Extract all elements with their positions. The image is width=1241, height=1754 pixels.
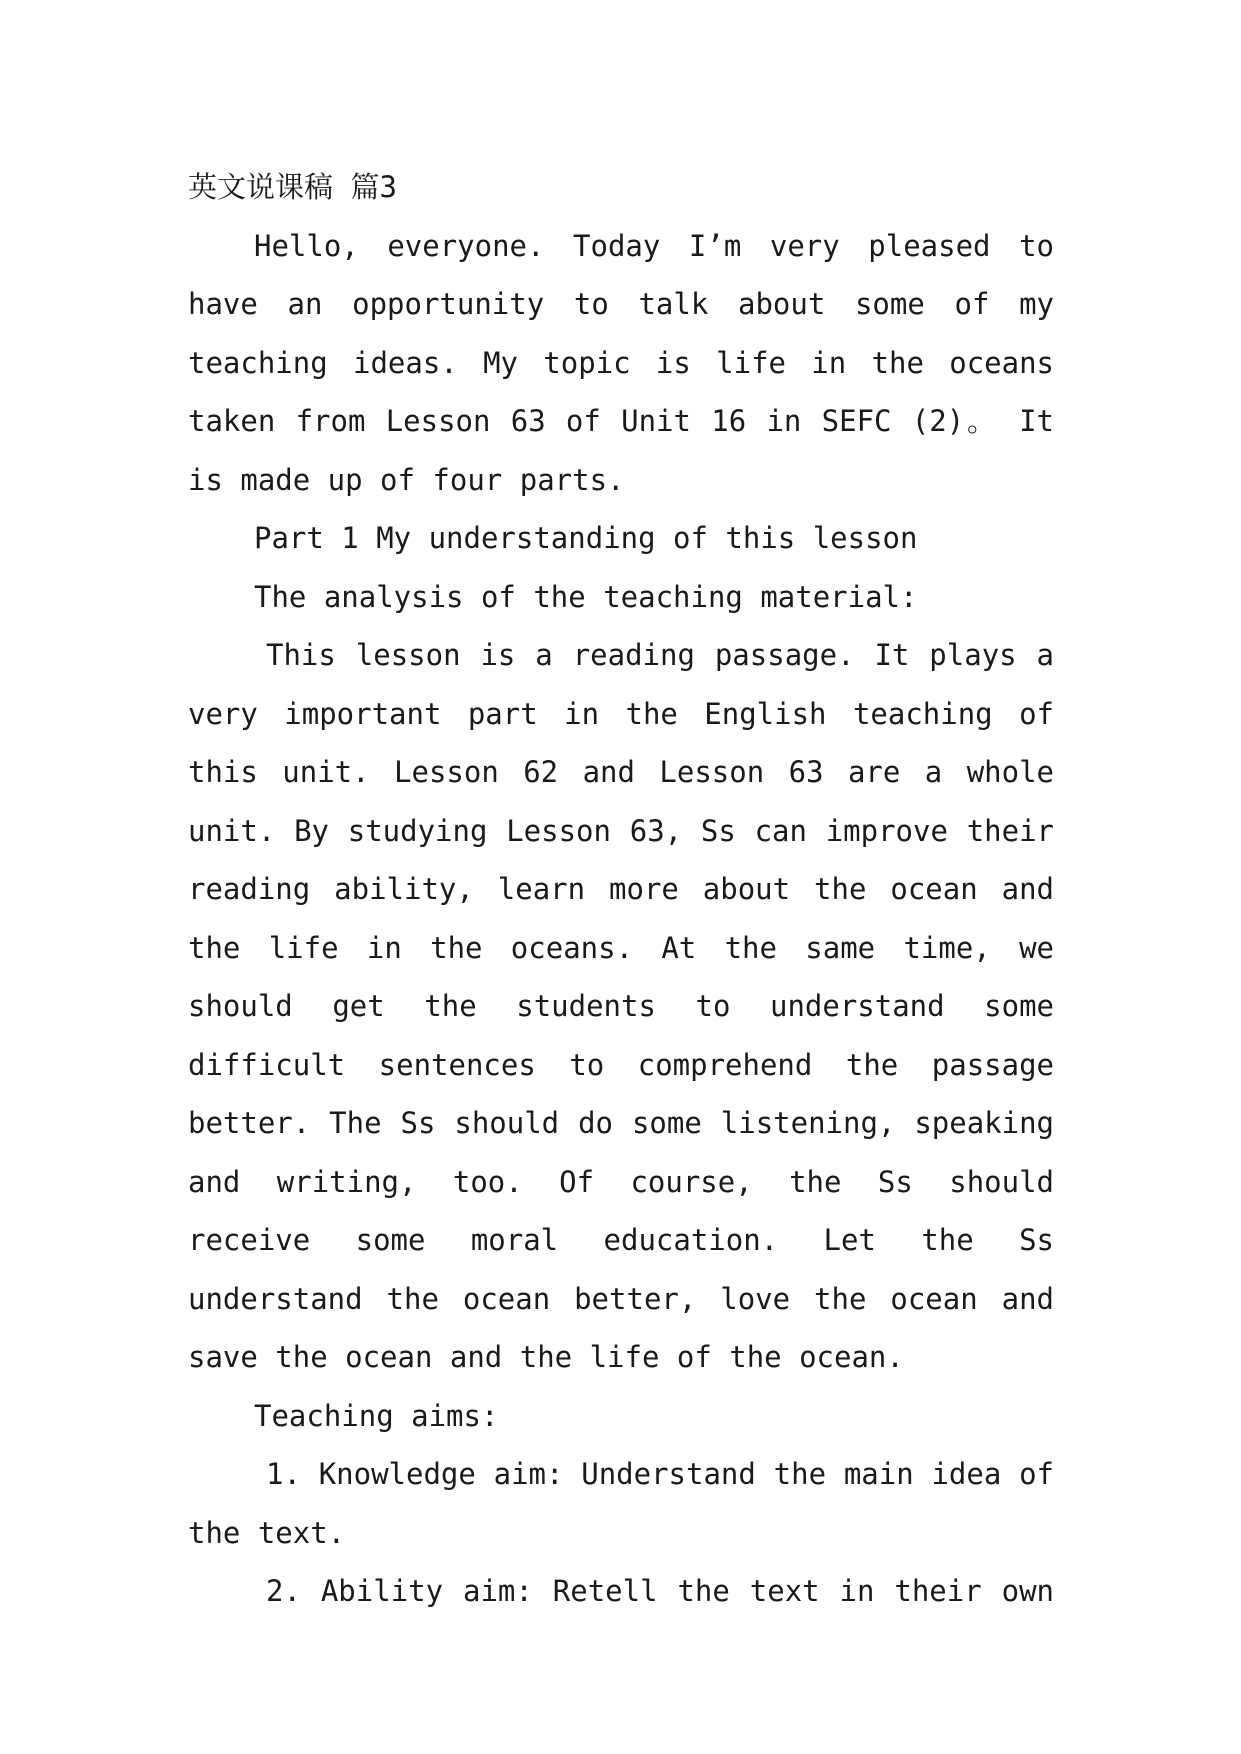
document-title: 英文说课稿 篇3 — [188, 170, 397, 204]
paragraph-part-heading: Part 1 My understanding of this lesson — [254, 521, 918, 555]
paragraph-analysis-body: This lesson is a reading passage. It plays a very important part in the English teaching of this unit. Lesson 62 and Lesson 63 are a whole unit. By studying Lesson 63, Ss can improve their reading ability, learn more about the ocean and the life in the oceans. At the same time, we should get the students to understand some difficult sentences to comprehend the passage better. The Ss should do some listening, speaking and writing, too. Of course, the Ss should receive some moral education. Let the Ss understand the ocean better, love the ocean and save the ocean and the life of the ocean. — [188, 638, 1054, 1374]
paragraph-knowledge-aim: 1. Knowledge aim: Understand the main idea of the text. — [188, 1457, 1054, 1550]
paragraph-ability-aim: 2. Ability aim: Retell the text in their own — [266, 1574, 1054, 1608]
paragraph-intro: Hello, everyone. Today I’m very pleased to have an opportunity to talk about some of my teaching ideas. My topic is life in the oceans taken from Lesson 63 of Unit 16 in SEFC (2)。 It is made up of four parts. — [188, 228, 1054, 497]
paragraph-aims-heading: Teaching aims: — [254, 1398, 499, 1433]
paragraph-analysis-heading: The analysis of the teaching material: — [254, 579, 918, 614]
document-page — [188, 158, 1054, 1621]
